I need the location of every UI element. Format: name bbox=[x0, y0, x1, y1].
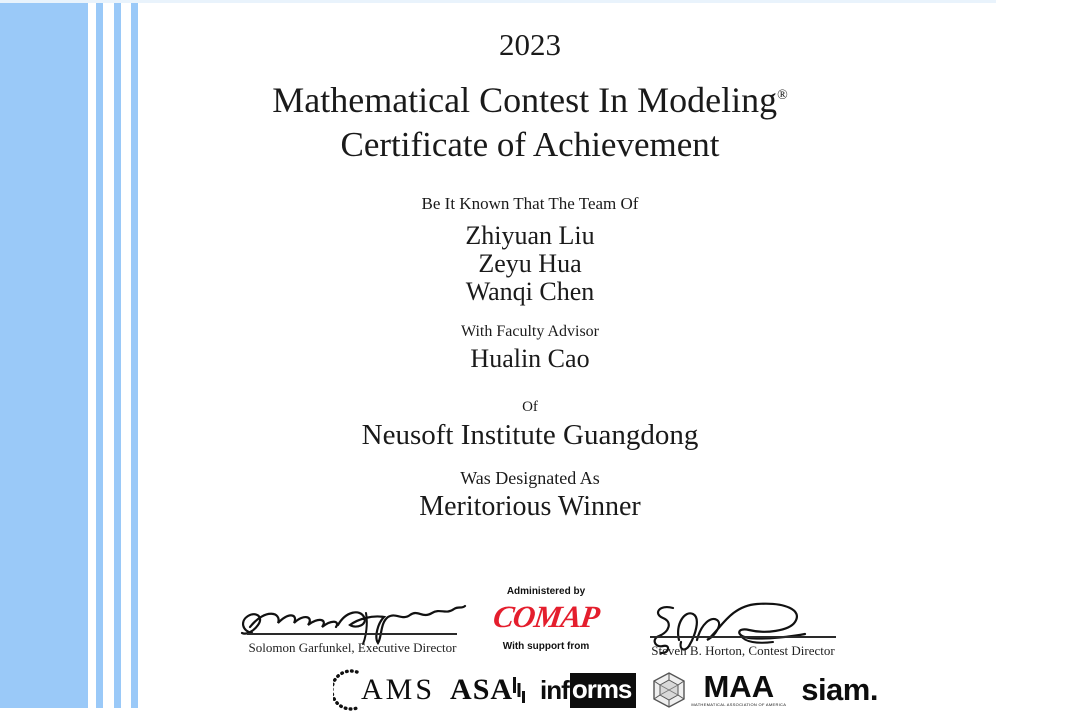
administered-by-label: Administered by bbox=[506, 586, 586, 597]
team-member-2: Zeyu Hua bbox=[478, 249, 582, 278]
signature-line-left bbox=[247, 633, 457, 635]
asa-label: ASA bbox=[450, 673, 514, 706]
asa-bars-icon bbox=[513, 675, 525, 705]
contest-title bbox=[140, 79, 920, 121]
advisor-name: Hualin Cao bbox=[470, 344, 590, 373]
ams-label: AMS bbox=[361, 673, 436, 706]
left-stripe-thin-3 bbox=[131, 3, 138, 708]
top-edge-accent bbox=[0, 0, 996, 3]
institution-name: Neusoft Institute Guangdong bbox=[361, 419, 699, 451]
team-intro-line: Be It Known That The Team Of bbox=[421, 194, 639, 213]
informs-label-prefix: inf bbox=[540, 674, 569, 705]
maa-text-block bbox=[691, 668, 787, 707]
signature-solomon-garfunkel bbox=[238, 593, 468, 645]
advisor-intro-line: With Faculty Advisor bbox=[460, 323, 599, 340]
team-member-3: Wanqi Chen bbox=[465, 277, 595, 306]
ams-dotted-arc-icon bbox=[333, 669, 359, 711]
designation-intro-line: Was Designated As bbox=[460, 468, 600, 488]
maa-geodesic-icon bbox=[651, 672, 687, 708]
support-from-label: With support from bbox=[502, 641, 590, 652]
signature-caption-right: Steven B. Horton, Contest Director bbox=[651, 643, 835, 658]
contest-year: 2023 bbox=[499, 27, 561, 62]
of-label: Of bbox=[522, 399, 538, 415]
designation-award: Meritorious Winner bbox=[419, 491, 641, 522]
informs-label-suffix: orms bbox=[570, 673, 637, 708]
signature-caption-left: Solomon Garfunkel, Executive Director bbox=[248, 640, 457, 655]
maa-caption: MATHEMATICAL ASSOCIATION OF AMERICA bbox=[691, 701, 787, 707]
left-stripe-thin-2 bbox=[114, 3, 121, 708]
team-member-1: Zhiyuan Liu bbox=[465, 221, 595, 250]
maa-logo bbox=[651, 668, 787, 708]
asa-logo bbox=[450, 673, 525, 707]
registered-trademark-mark: ® bbox=[777, 88, 788, 103]
left-stripe-wide bbox=[0, 3, 88, 708]
ams-logo bbox=[333, 669, 435, 711]
certificate-subtitle: Certificate of Achievement bbox=[340, 125, 720, 164]
siam-label: siam. bbox=[801, 672, 878, 707]
siam-logo bbox=[801, 672, 878, 708]
left-stripe-thin-1 bbox=[96, 3, 103, 708]
sponsor-logo-row bbox=[333, 668, 878, 712]
maa-label: MAA bbox=[703, 668, 775, 704]
signature-line-right bbox=[650, 636, 836, 638]
comap-logo: COMAP bbox=[490, 599, 602, 634]
team-member-list bbox=[140, 222, 920, 306]
comap-block bbox=[478, 586, 614, 652]
contest-title-text: Mathematical Contest In Modeling bbox=[272, 80, 778, 120]
informs-logo bbox=[540, 673, 636, 708]
